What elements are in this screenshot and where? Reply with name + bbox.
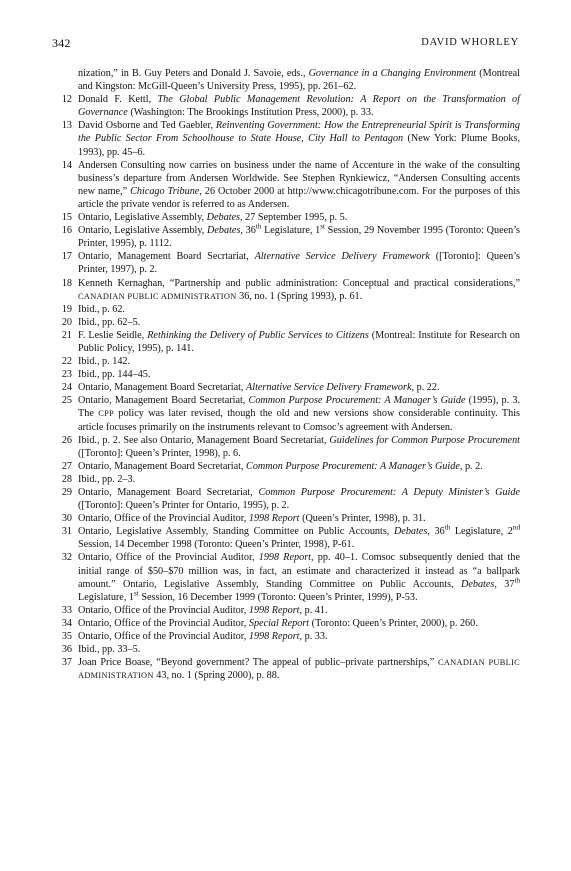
endnote-number: 36 <box>61 644 72 656</box>
endnote <box>52 460 520 473</box>
endnote-number: 31 <box>61 526 72 538</box>
endnote <box>52 224 520 250</box>
endnote-number: 13 <box>61 120 72 132</box>
endnote-text: nization,” in B. Guy Peters and Donald J. Savoie, eds., Governance in a Changing Environment (Montreal and Kingston: McGill-Queen’s University Press, 1995), pp. 261–62. <box>78 68 520 93</box>
endnotes-list <box>52 67 520 682</box>
endnote <box>52 434 520 460</box>
endnote <box>52 159 520 211</box>
running-head: DAVID WHORLEY <box>421 37 519 48</box>
endnote <box>52 394 520 433</box>
endnote-number: 37 <box>61 657 72 669</box>
endnote-number: 17 <box>61 251 72 263</box>
endnote-text: Ibid., p. 2. See also Ontario, Management Board Secretariat, Guidelines for Common Purpose Procurement ([Toronto]: Queen’s Printer, 1998), p. 6. <box>78 434 521 459</box>
endnote <box>52 303 520 316</box>
endnote-text: Ibid., pp. 2–3. <box>78 473 136 485</box>
endnote-text: Ontario, Legislative Assembly, Debates, 27 September 1995, p. 5. <box>78 212 348 224</box>
endnote <box>52 381 520 394</box>
endnote <box>52 525 520 551</box>
endnote <box>52 329 520 355</box>
endnote <box>52 250 520 276</box>
endnote-number: 18 <box>61 277 72 289</box>
endnote-text: Ontario, Office of the Provincial Auditor, 1998 Report, p. 33. <box>78 631 328 643</box>
endnote <box>52 316 520 329</box>
endnote-text: Ontario, Management Board Secretariat, Common Purpose Procurement: A Manager’s Guide (1995), p. 3. The CPP policy was later revised, though the old and new versions show considerable continuity. This article focuses primarily on the instruments relevant to Comsoc’s agreement with Andersen. <box>78 395 521 433</box>
endnote <box>52 551 520 603</box>
endnote-text: Ontario, Management Board Secrtariat, Alternative Service Delivery Framework ([Toronto]: Queen’s Printer, 1997), p. 2. <box>78 251 521 276</box>
endnote-number: 34 <box>61 617 72 629</box>
endnote-number: 32 <box>61 552 72 564</box>
endnote-text: Ontario, Office of the Provincial Auditor, 1998 Report, pp. 40–1. Comsoc subsequently denied that the initial range of $50–$70 million was, in fact, an estimate and characterized it instead as “a ballpark amount.” Ontario, Legislative Assembly, Standing Committee on Public Accounts, Debates, 37th Legislature, 1st Session, 16 December 1999 (Toronto: Queen’s Printer, 1999), P-53. <box>78 552 521 603</box>
endnote <box>52 656 520 682</box>
endnote <box>52 211 520 224</box>
endnote-number: 30 <box>61 513 72 525</box>
endnote-number: 35 <box>61 631 72 643</box>
endnote <box>52 630 520 643</box>
endnote-text: Ibid., p. 62. <box>78 303 125 315</box>
endnote-number: 22 <box>61 356 72 368</box>
endnote-number: 33 <box>61 604 72 616</box>
endnote <box>52 617 520 630</box>
endnote-text: Ibid., pp. 144–45. <box>78 369 151 381</box>
endnote-text: Ontario, Legislative Assembly, Standing Committee on Public Accounts, Debates, 36th Legislature, 2nd Session, 14 December 1998 (Toronto: Queen’s Printer, 1998), P-61. <box>78 523 521 551</box>
endnote-text: Ontario, Management Board Secretariat, Common Purpose Procurement: A Manager’s Guide, p. 2. <box>78 460 483 472</box>
endnote-number: 26 <box>61 434 72 446</box>
endnote-number: 27 <box>61 460 72 472</box>
endnote-number: 16 <box>61 225 72 237</box>
page-number: 342 <box>52 36 71 50</box>
endnote-number: 23 <box>61 369 72 381</box>
endnote-number: 20 <box>61 316 72 328</box>
page-header <box>52 36 519 52</box>
endnote-text: Ontario, Legislative Assembly, Debates, 36th Legislature, 1st Session, 29 November 1995 (Toronto: Queen’s Printer, 1995), p. 1112. <box>78 222 521 250</box>
endnote-text: Ontario, Office of the Provincial Auditor, 1998 Report (Queen’s Printer, 1998), p. 31. <box>78 513 426 525</box>
endnote <box>52 643 520 656</box>
endnote-text: Donald F. Kettl, The Global Public Management Revolution: A Report on the Transformation of Governance (Washington: The Brookings Institution Press, 2000), p. 33. <box>78 94 520 119</box>
endnote-text: Kenneth Kernaghan, “Partnership and public administration: Conceptual and practical considerations,” CANADIAN PUBLIC ADMINISTRATION 36, no. 1 (Spring 1993), p. 61. <box>78 277 520 302</box>
endnote <box>52 473 520 486</box>
endnote <box>52 486 520 512</box>
endnote <box>52 355 520 368</box>
endnote-number: 29 <box>61 487 72 498</box>
endnote-text: F. Leslie Seidle, Rethinking the Delivery of Public Services to Citizens (Montreal: Institute for Research on Public Policy, 1995), p. 141. <box>78 329 520 354</box>
endnote-number: 19 <box>61 303 72 315</box>
endnote-text: Joan Price Boase, “Beyond government? The appeal of public–private partnerships,” CANADIAN PUBLIC ADMINISTRATION 43, no. 1 (Spring 2000), p. 88. <box>78 657 520 682</box>
endnote <box>52 93 520 119</box>
endnote-text: Ontario, Management Board Secretariat, Common Purpose Procurement: A Deputy Minister’s Guide ([Toronto]: Queen’s Printer for Ontario, 1995), p. 2. <box>78 487 520 512</box>
endnote-number: 14 <box>61 159 72 171</box>
endnote-number: 12 <box>61 94 72 106</box>
endnote-text: Ibid., p. 142. <box>78 356 131 368</box>
endnote <box>52 119 520 158</box>
endnote-text: Ibid., pp. 62–5. <box>78 316 141 328</box>
endnote-text: Ontario, Management Board Secretariat, Alternative Service Delivery Framework, p. 22. <box>78 382 440 394</box>
endnote-text: David Osborne and Ted Gaebler, Reinventing Government: How the Entrepreneurial Spirit is Transforming the Public Sector From Schoolhouse to State House, City Hall to Pentagon (New York: Plume Books, 1993), pp. 45–6. <box>78 120 520 158</box>
endnote <box>52 67 520 93</box>
endnote-number: 21 <box>61 329 72 341</box>
endnote <box>52 368 520 381</box>
endnote-number: 24 <box>61 382 72 394</box>
endnote-number: 28 <box>61 473 72 485</box>
endnote <box>52 277 520 303</box>
endnote-text: Ibid., pp. 33–5. <box>78 644 141 656</box>
endnote <box>52 604 520 617</box>
endnote-text: Ontario, Office of the Provincial Auditor, 1998 Report, p. 41. <box>78 604 328 616</box>
endnote-number: 15 <box>61 212 72 224</box>
endnote-text: Ontario, Office of the Provincial Auditor, Special Report (Toronto: Queen’s Printer, 2000), p. 260. <box>78 617 478 629</box>
endnote-text: Andersen Consulting now carries on business under the name of Accenture in the wake of the consulting business’s departure from Andersen Worldwide. See Stephen Rynkiewicz, “Andersen Consulting accents new name,” Chicago Tribune, 26 October 2000 at http://www.chicagotribune.com. For the purposes of this article the private vendor is referred to as Andersen. <box>78 159 520 210</box>
endnote-number: 25 <box>61 395 72 407</box>
